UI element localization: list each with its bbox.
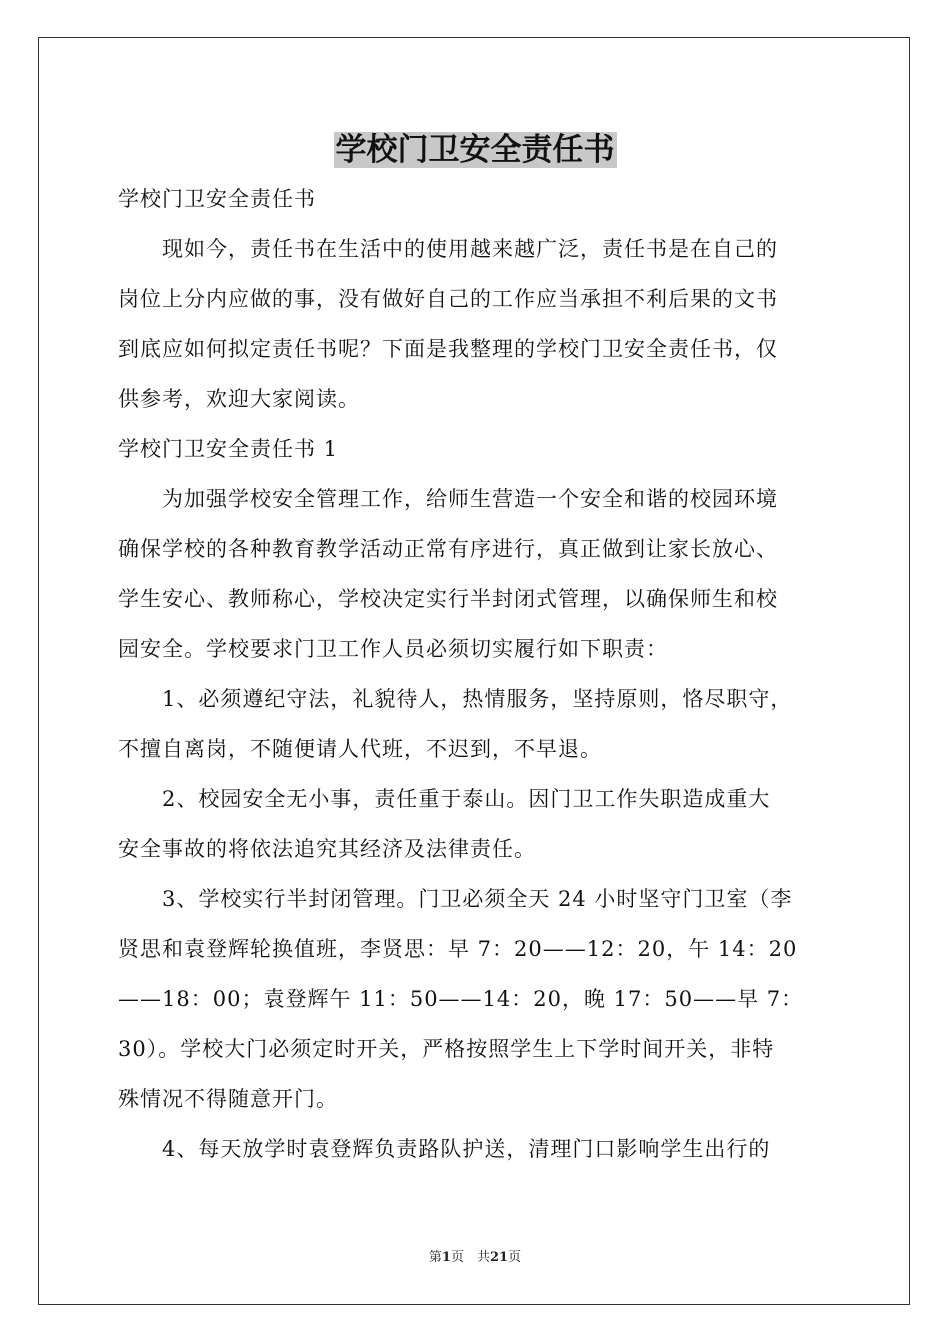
footer-suffix: 页 <box>508 1250 522 1265</box>
body-line: 2、校园安全无小事，责任重于泰山。因门卫工作失职造成重大 <box>118 787 771 811</box>
intro-paragraph <box>118 224 838 424</box>
document-subtitle <box>118 174 838 224</box>
document-title <box>0 128 950 172</box>
footer-current-page: 1 <box>441 1250 451 1265</box>
body-line: 4、每天放学时袁登辉负责路队护送，清理门口影响学生出行的 <box>118 1137 771 1161</box>
intro-line: 到底应如何拟定责任书呢？下面是我整理的学校门卫安全责任书，仅 <box>118 337 778 361</box>
body-line: 学生安心、教师称心，学校决定实行半封闭式管理，以确保师生和校 <box>118 587 778 611</box>
body-paragraphs <box>118 474 838 1174</box>
intro-line: 现如今，责任书在生活中的使用越来越广泛，责任书是在自己的 <box>118 237 778 261</box>
section-heading <box>118 424 838 474</box>
footer-mid: 页 共 <box>450 1250 490 1265</box>
footer-total-pages: 21 <box>489 1250 509 1265</box>
body-line: 30）。学校大门必须定时开关，严格按照学生上下学时间开关，非特 <box>118 1037 775 1061</box>
body-line: 为加强学校安全管理工作，给师生营造一个安全和谐的校园环境 <box>118 487 778 511</box>
intro-line: 供参考，欢迎大家阅读。 <box>118 387 360 411</box>
intro-line: 岗位上分内应做的事，没有做好自己的工作应当承担不利后果的文书 <box>118 287 778 311</box>
section-heading-line: 学校门卫安全责任书 1 <box>118 437 339 461</box>
document-title-text: 学校门卫安全责任书 <box>335 132 615 168</box>
body-line: 贤思和袁登辉轮换值班，李贤思：早 7：20——12：20，午 14：20 <box>118 937 798 961</box>
body-line: 殊情况不得随意开门。 <box>118 1087 338 1111</box>
body-line: 安全事故的将依法追究其经济及法律责任。 <box>118 837 536 861</box>
footer-prefix: 第 <box>428 1250 442 1265</box>
body-line: 3、学校实行半封闭管理。门卫必须全天 24 小时坚守门卫室（李 <box>118 887 793 911</box>
subtitle-line: 学校门卫安全责任书 <box>118 187 316 211</box>
body-line: 不擅自离岗，不随便请人代班，不迟到，不早退。 <box>118 737 602 761</box>
body-line: 确保学校的各种教育教学活动正常有序进行，真正做到让家长放心、 <box>118 537 778 561</box>
page-footer <box>0 1248 950 1268</box>
body-line: 1、必须遵纪守法，礼貌待人，热情服务，坚持原则，恪尽职守， <box>118 687 793 711</box>
body-line: 园安全。学校要求门卫工作人员必须切实履行如下职责： <box>118 637 668 661</box>
body-line: ——18：00；袁登辉午 11：50——14：20，晚 17：50——早 7： <box>118 987 804 1011</box>
